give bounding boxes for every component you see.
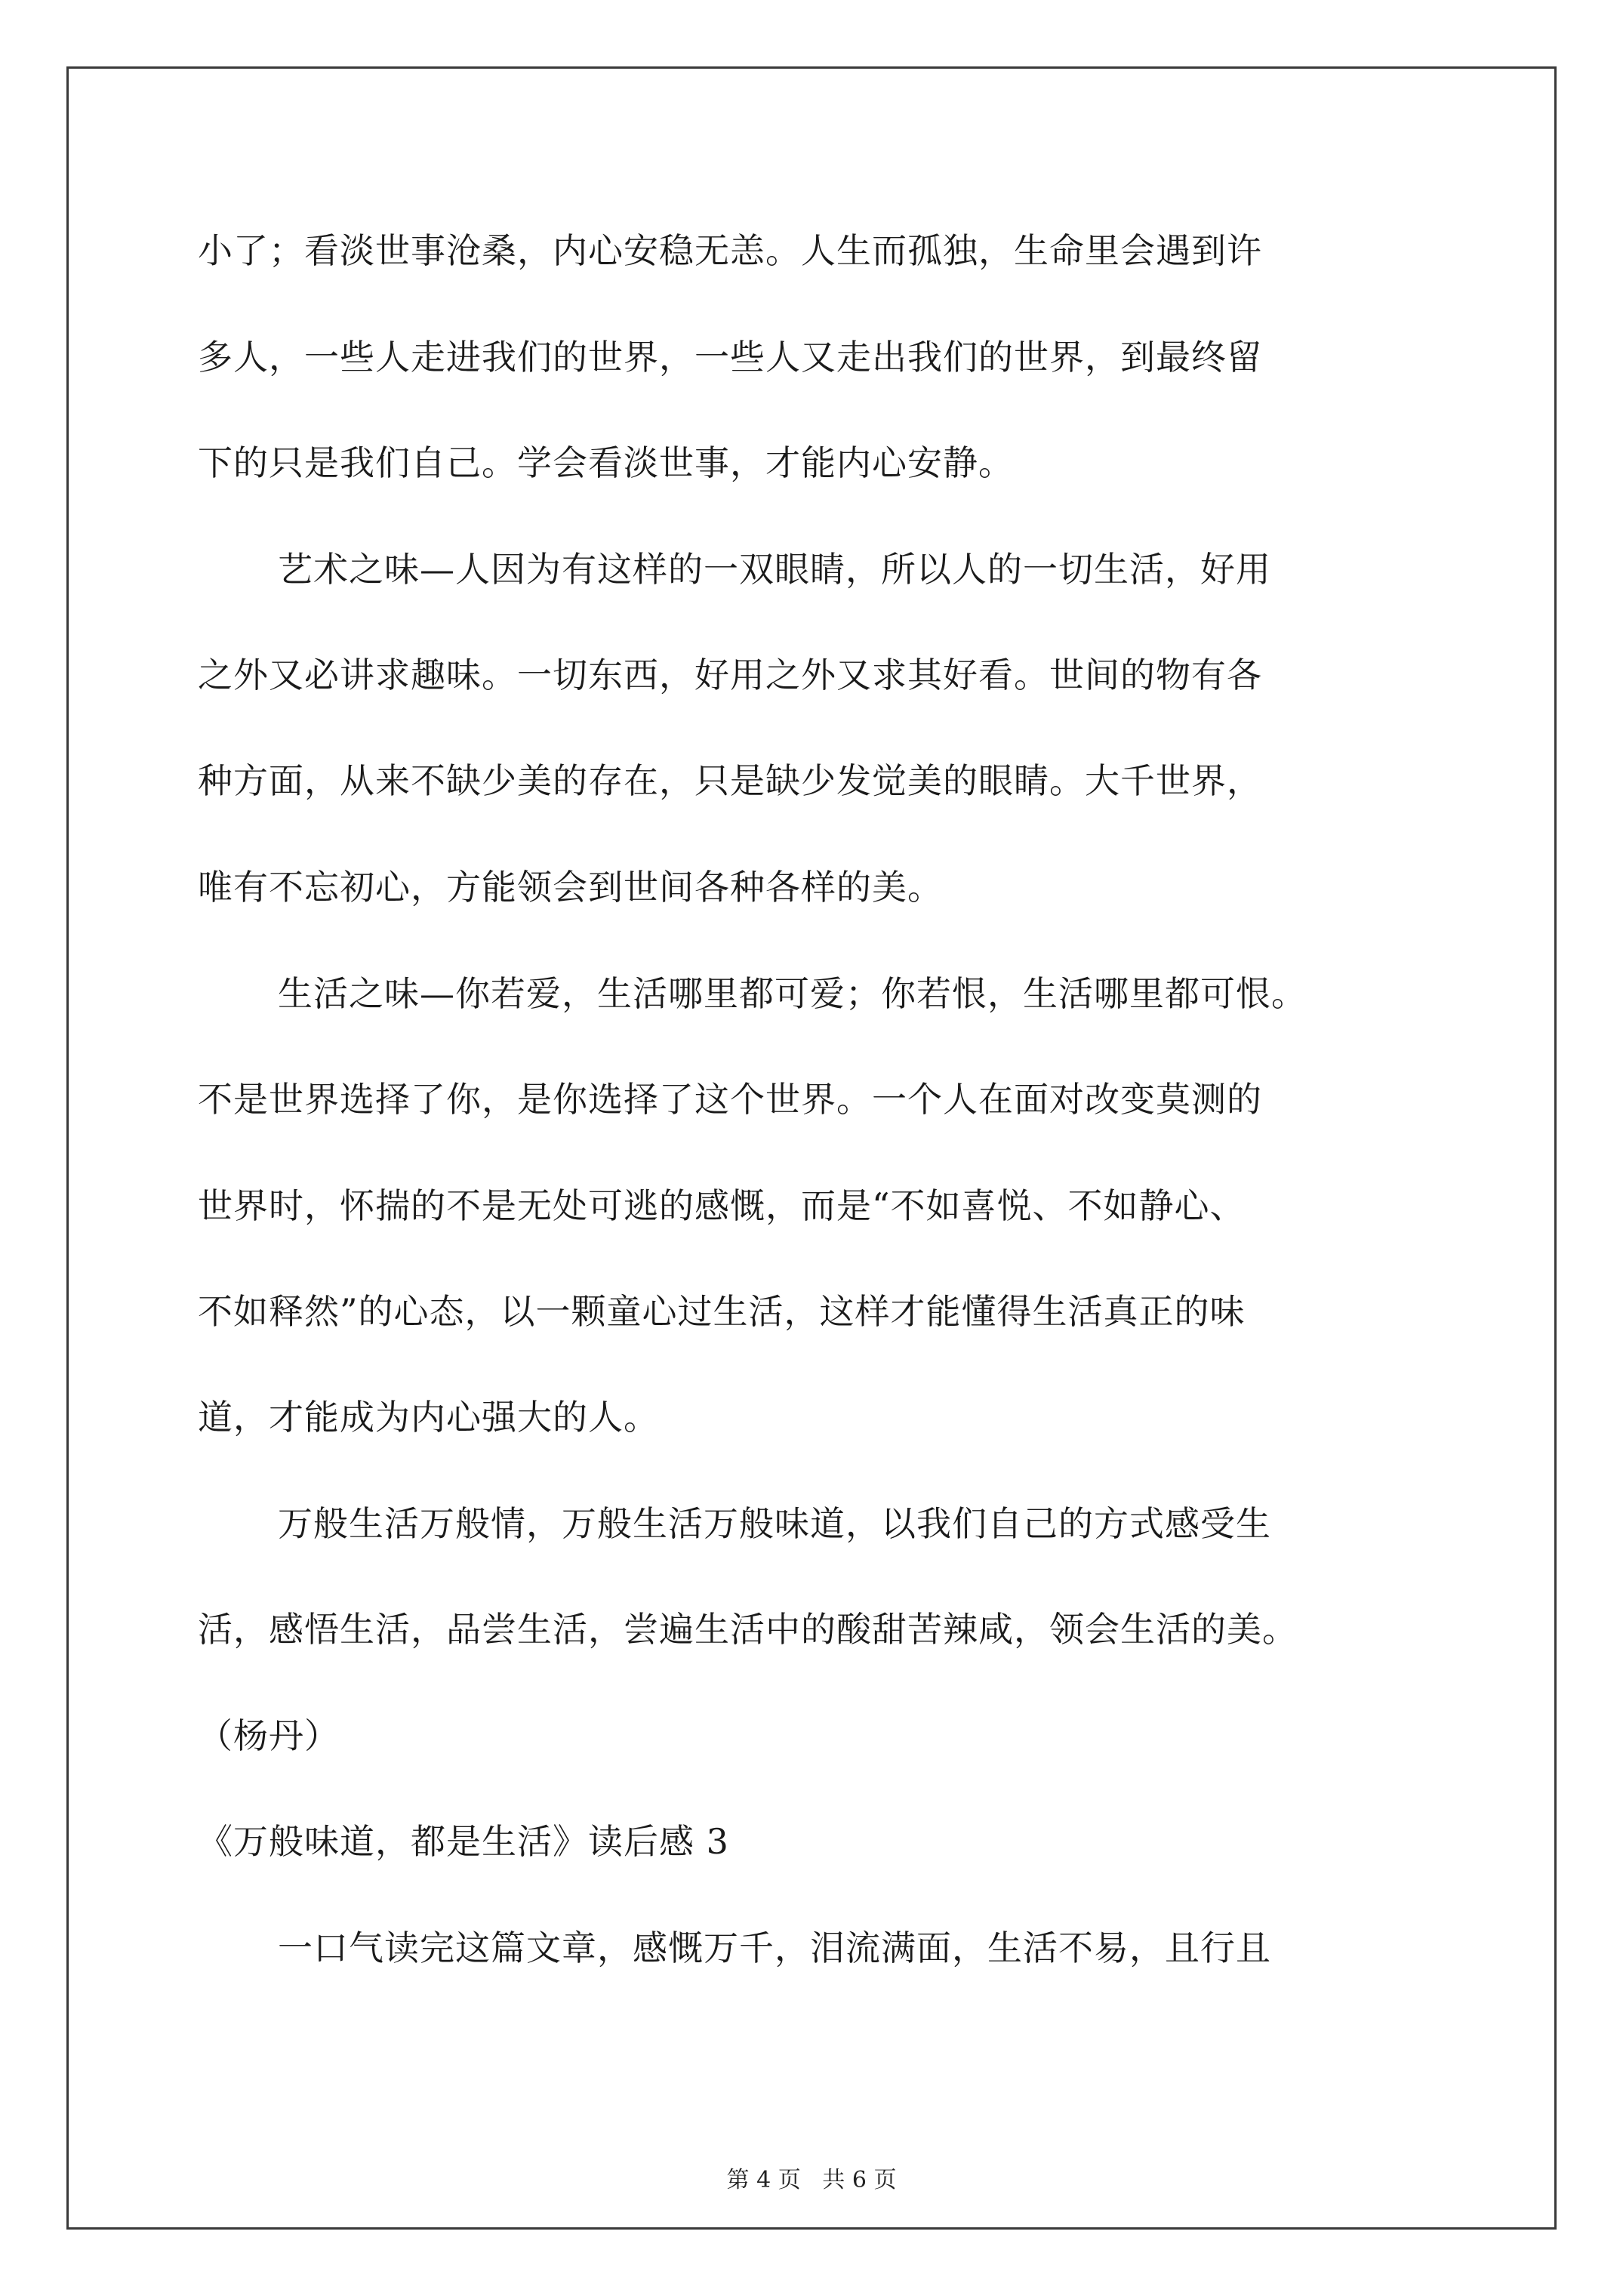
body-line: 种方面，从来不缺少美的存在，只是缺少发觉美的眼睛。大千世界，	[198, 760, 1262, 801]
body-line: 活，感悟生活，品尝生活，尝遍生活中的酸甜苦辣咸，领会生活的美。	[198, 1609, 1298, 1650]
body-line: 不如释然”的心态，以一颗童心过生活，这样才能懂得生活真正的味	[198, 1291, 1246, 1332]
paragraph-first-line: 艺术之味—人因为有这样的一双眼睛，所以人的一切生活，好用	[278, 549, 1271, 590]
page-number-footer: 第 4 页 共 6 页	[726, 2167, 897, 2193]
body-line: 不是世界选择了你，是你选择了这个世界。一个人在面对改变莫测的	[198, 1079, 1262, 1120]
body-line: 世界时，怀揣的不是无处可逃的感慨，而是“不如喜悦、不如静心、	[198, 1185, 1246, 1226]
body-line: 小了；看淡世事沧桑，内心安稳无恙。人生而孤独，生命里会遇到许	[198, 230, 1262, 271]
page-border	[66, 66, 1557, 2230]
author-note: （杨丹）	[198, 1715, 340, 1756]
paragraph-first-line: 生活之味—你若爱，生活哪里都可爱；你若恨，生活哪里都可恨。	[278, 973, 1307, 1014]
body-line: 道，才能成为内心强大的人。	[198, 1397, 659, 1438]
paragraph-first-line: 一口气读完这篇文章，感慨万千，泪流满面，生活不易，且行且	[278, 1928, 1271, 1968]
body-line: 下的只是我们自己。学会看淡世事，才能内心安静。	[198, 442, 1014, 483]
body-line: 之外又必讲求趣味。一切东西，好用之外又求其好看。世间的物有各	[198, 655, 1262, 695]
section-heading: 《万般味道，都是生活》读后感 3	[198, 1821, 729, 1862]
body-line: 唯有不忘初心，方能领会到世间各种各样的美。	[198, 867, 943, 908]
body-line: 多人，一些人走进我们的世界，一些人又走出我们的世界，到最终留	[198, 337, 1262, 378]
paragraph-first-line: 万般生活万般情，万般生活万般味道，以我们自己的方式感受生	[278, 1503, 1271, 1544]
